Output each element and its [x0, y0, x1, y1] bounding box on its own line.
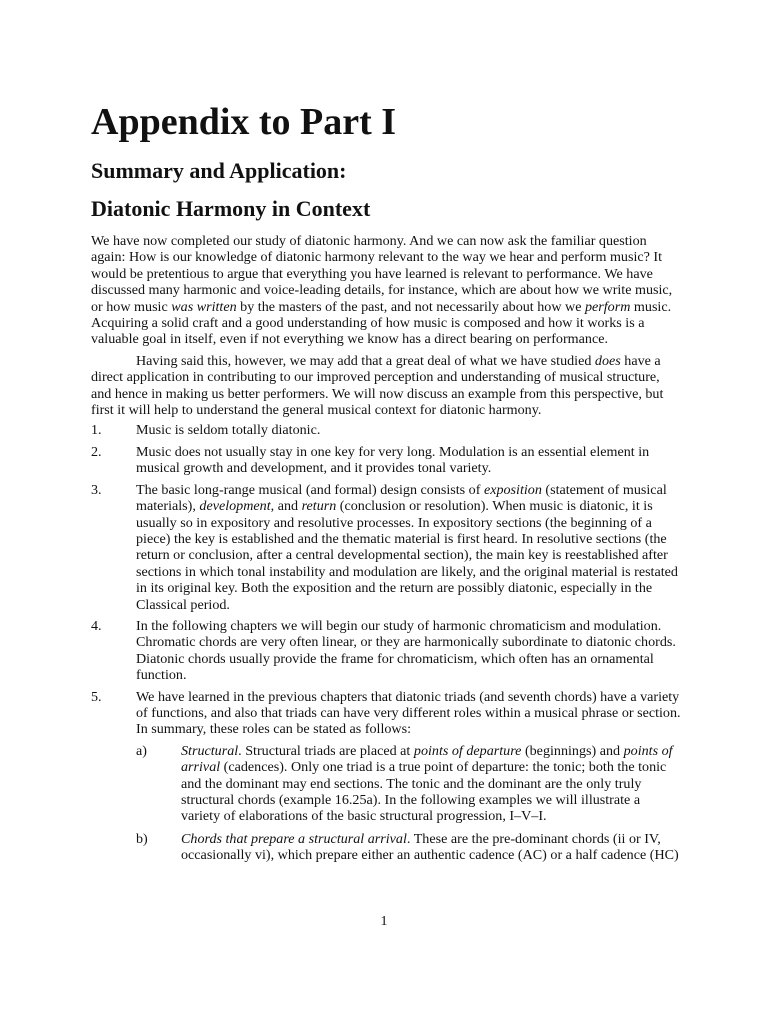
- sublist-item-letter: a): [136, 742, 147, 759]
- suba-text-1: . Structural triads are placed at: [238, 742, 414, 759]
- lettered-sublist: [136, 743, 681, 864]
- list-item: [91, 482, 681, 613]
- sublist-item-text: [181, 831, 681, 864]
- item3-emphasis-1: exposition: [483, 481, 542, 498]
- list-item: [91, 422, 681, 438]
- subb-text-1: . These are the pre-dominant chords (ii or IV, occasionally vi), which prepare either an authentic cadence (AC) or a half cadence (HC): [181, 830, 679, 864]
- list-item: [91, 618, 681, 684]
- item3-text-2: (statement of musical materials),: [136, 481, 667, 515]
- suba-text-2: (beginnings) and: [521, 742, 624, 759]
- para1-emphasis-1: was written: [171, 298, 237, 315]
- item3-emphasis-3: return: [301, 498, 337, 515]
- paragraph-2: [91, 353, 681, 419]
- page-number: 1: [380, 914, 388, 929]
- list-item: [91, 689, 681, 870]
- suba-emphasis-3: points of arrival: [181, 742, 673, 776]
- list-item-text: We have learned in the previous chapters that diatonic triads (and seventh chords) have a variety of functions, and also that triads can have very different roles within a musical phrase or section. In summary, these roles can be stated as follows:: [136, 688, 681, 738]
- list-item-body: [136, 689, 681, 870]
- list-item-number: 5.: [91, 688, 102, 705]
- suba-text-3: (cadences). Only one triad is a true point of departure: the tonic; both the tonic and the dominant may end sections. The tonic and the dominant are the only truly structural chords (example 16.25a). In the following examples we will illustrate a variety of elaborations of the basic structural progression, I–V–I.: [181, 759, 667, 825]
- suba-emphasis-1: Structural: [181, 742, 239, 759]
- paragraph-1: [91, 233, 681, 348]
- list-item-text: Music does not usually stay in one key for very long. Modulation is an essential element in musical growth and development, and it provides tonal variety.: [136, 443, 650, 477]
- para1-text-3: music. Acquiring a solid craft and a good understanding of how music is composed and how it works is a valuable goal in itself, even if not everything we know has a direct bearing on performance.: [91, 298, 672, 348]
- list-item-number: 3.: [91, 481, 102, 498]
- numbered-list: [91, 422, 681, 869]
- para2-emphasis-1: does: [594, 352, 621, 369]
- list-item-text: Music is seldom totally diatonic.: [136, 422, 321, 439]
- para2-text-1: Having said this, however, we may add that a great deal of what we have studied: [136, 352, 595, 369]
- para1-text-2: by the masters of the past, and not necessarily about how we: [236, 298, 585, 315]
- sublist-item-letter: b): [136, 830, 148, 847]
- suba-emphasis-2: points of departure: [413, 742, 522, 759]
- para1-emphasis-2: perform: [584, 298, 631, 315]
- sublist-item: [136, 831, 681, 864]
- body-text: [91, 233, 681, 875]
- list-item: [91, 444, 681, 477]
- subtitle-line-2: Diatonic Harmony in Context: [91, 196, 371, 221]
- para1-text-1: We have now completed our study of diatonic harmony. And we can now ask the familiar question again: How is our knowledge of diatonic harmony relevant to the way we hear and perform music? It would be pretentious to argue that everything you have learned is relevant to performance. We have discussed many harmonic and voice-leading details, for instance, which are about how we write music, or how music: [91, 233, 673, 315]
- list-item-number: 1.: [91, 422, 102, 439]
- item3-text-4: (conclusion or resolution). When music is diatonic, it is usually so in expository and resolutive processes. In expository sections (the beginning of a piece) the key is established and the thematic material is first heard. In resolutive sections (the return or conclusion, after a central developmental section), the main key is reestablished after sections in which tonal instability and modulation are likely, and the original material is restated in its original key. Both the exposition and the return are possibly diatonic, especially in the Classical period.: [136, 498, 678, 613]
- subtitle-line-1: Summary and Application:: [91, 158, 347, 183]
- page-title: Appendix to Part I: [91, 101, 397, 143]
- list-item-text: [136, 482, 681, 613]
- item3-emphasis-2: development: [199, 498, 271, 515]
- list-item-text: In the following chapters we will begin our study of harmonic chromaticism and modulation. Chromatic chords are very often linear, or they are harmonically subordinate to diatonic chords. Diatonic chords usually provide the frame for chromaticism, which often has an ornamental function.: [136, 617, 676, 684]
- sublist-item-text: [181, 743, 681, 825]
- list-item-number: 4.: [91, 617, 102, 634]
- item3-text-3: , and: [270, 498, 302, 515]
- sublist-item: [136, 743, 681, 825]
- para2-text-2: have a direct application in contributing to our improved perception and understanding of musical structure, and hence in making us better performers. We will now discuss an example from this perspective, but first it will help to understand the general musical context for diatonic harmony.: [91, 352, 664, 419]
- list-item-number: 2.: [91, 443, 102, 460]
- subb-emphasis-1: Chords that prepare a structural arrival: [181, 830, 407, 847]
- item3-text-1: The basic long-range musical (and formal) design consists of: [136, 481, 484, 498]
